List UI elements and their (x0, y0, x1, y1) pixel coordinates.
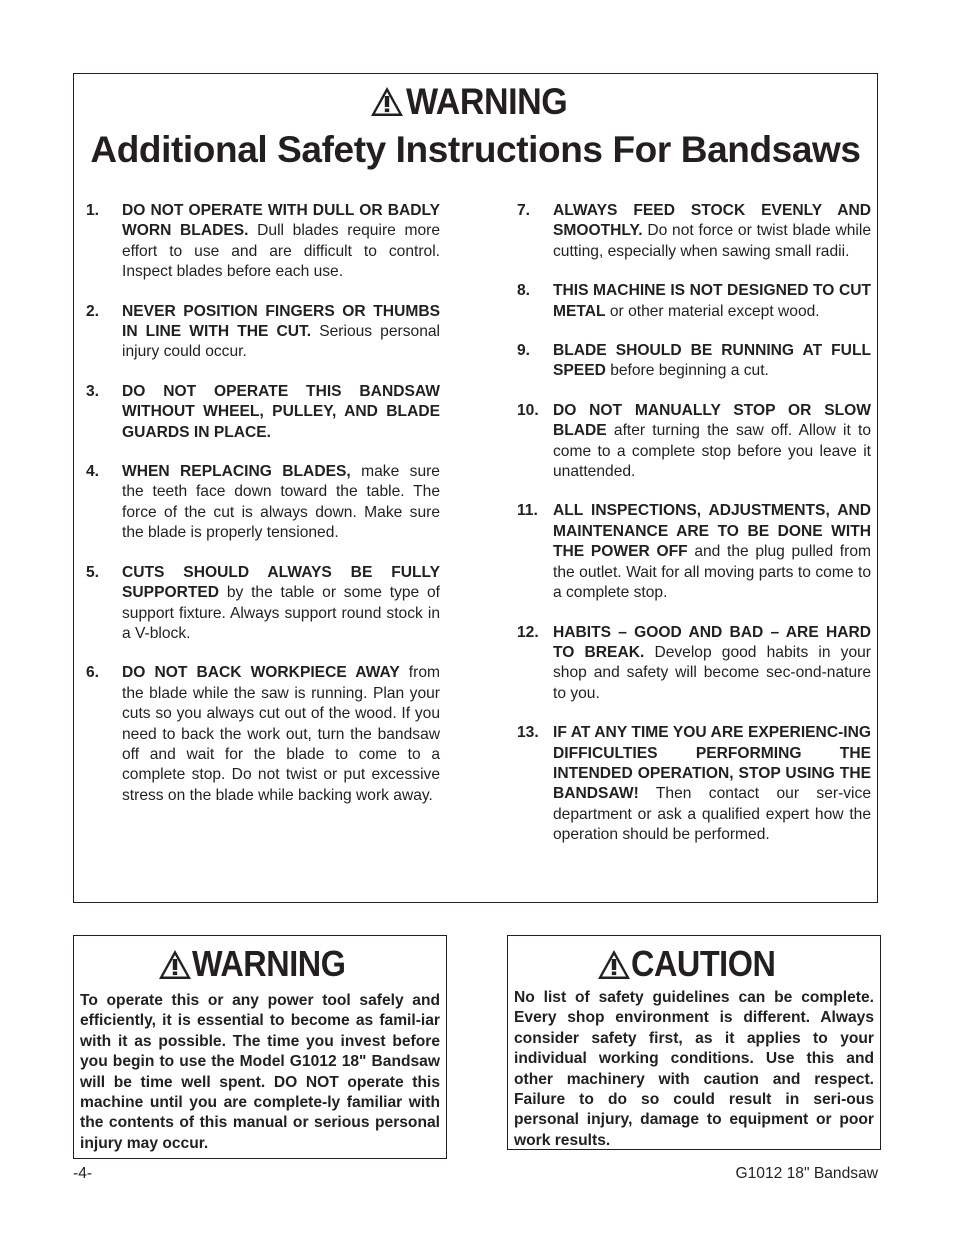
instruction-number: 2. (86, 302, 100, 320)
instruction-emphasis: THIS MACHINE IS NOT DESIGNED TO CUT METAL (553, 282, 871, 320)
warning-box (73, 935, 447, 1159)
instruction-number: 4. (86, 463, 100, 481)
warning-word: WARNING (405, 81, 568, 122)
instruction-emphasis: DO NOT OPERATE THIS BANDSAW WITHOUT WHEEL, PULLEY, AND BLADE GUARDS IN PLACE. (122, 382, 440, 441)
instruction-emphasis: CUTS SHOULD ALWAYS BE FULLY SUPPORTED (122, 563, 440, 602)
instruction-detail: after turning the saw off. Allow it to come to a complete stop before you leave it unattended. (553, 422, 871, 481)
instruction-text (122, 563, 440, 645)
instruction-text (553, 401, 871, 483)
safety-instructions-panel (73, 73, 878, 903)
instruction-item (86, 462, 440, 544)
page-title: Additional Safety Instructions For Bandsaws (90, 129, 861, 170)
page-number: -4- (73, 1165, 93, 1182)
instruction-item (517, 341, 871, 382)
right-column (517, 201, 871, 865)
instruction-text (553, 281, 871, 322)
instruction-number: 1. (86, 202, 100, 219)
caution-box-header (508, 942, 880, 986)
instruction-emphasis: ALWAYS FEED STOCK EVENLY AND SMOOTHLY. (553, 202, 871, 240)
instruction-emphasis: NEVER POSITION FINGERS OR THUMBS IN LINE WITH THE CUT. (122, 302, 440, 341)
instruction-number: 10. (517, 401, 539, 419)
instruction-number: 6. (86, 664, 100, 682)
instruction-number: 13. (517, 724, 539, 742)
caution-box-word: CAUTION (630, 943, 776, 984)
instruction-detail: Serious personal injury could occur. (122, 323, 440, 361)
warning-box-header (74, 942, 446, 986)
instruction-emphasis: WHEN REPLACING BLADES, (122, 463, 351, 481)
instruction-number: 11. (517, 502, 538, 520)
instruction-detail: from the blade while the saw is running. Plan your cuts so you always cut out of the wood. If you need to back the work out, turn the bandsaw off and wait for the blade to come to a complete stop. Do not twist or put excessive stress on the blade while backing work away. (122, 664, 440, 804)
instruction-emphasis: BLADE SHOULD BE RUNNING AT FULL SPEED (553, 342, 871, 380)
instruction-text (122, 382, 440, 443)
instruction-text (553, 723, 871, 845)
instruction-number: 8. (517, 282, 531, 300)
instruction-item (86, 302, 440, 363)
instruction-number: 3. (86, 382, 100, 400)
model-name: G1012 18" Bandsaw (735, 1165, 878, 1182)
instruction-detail: make sure the teeth face down toward the table. The force of the cut is always down. Make sure the blade is properly tensioned. (122, 463, 440, 542)
warning-triangle-icon (158, 949, 192, 980)
instruction-item (517, 401, 871, 483)
instruction-number: 12. (517, 623, 539, 641)
instruction-emphasis: DO NOT OPERATE WITH DULL OR BADLY WORN BLADES. (122, 202, 440, 240)
warning-header (74, 83, 877, 120)
caution-box (507, 935, 881, 1150)
instruction-text (122, 302, 440, 363)
instruction-detail: Dull blades require more effort to use and are difficult to control. Inspect blades before each use. (122, 222, 440, 281)
warning-triangle-icon (370, 86, 404, 117)
instruction-text (553, 501, 871, 603)
warning-triangle-icon (597, 949, 631, 980)
instruction-text (553, 623, 871, 705)
instruction-emphasis: DO NOT MANUALLY STOP OR SLOW BLADE (553, 401, 871, 440)
instruction-item (517, 501, 871, 603)
caution-box-body: No list of safety guidelines can be complete. Every shop environment is different. Always consider safety first, as it applies to your individual working conditions. Use this and other machinery with caution and respect. Failure to do so could result in seri-ous personal injury, damage to equipment or poor work results. (514, 989, 874, 1149)
instruction-text (553, 341, 871, 382)
instruction-emphasis: IF AT ANY TIME YOU ARE EXPERIENC-ING DIFFICULTIES PERFORMING THE INTENDED OPERATION, STOP USING THE BANDSAW! (553, 724, 871, 803)
warning-box-body: To operate this or any power tool safely and efficiently, it is essential to become as famil-iar with it as possible. The time you invest before you begin to use the Model G1012 18" Bandsaw will be time well spent. DO NOT operate this machine until you are complete-ly familiar with the contents of this manual or serious personal injury may occur. (80, 992, 440, 1152)
instruction-text (122, 663, 440, 806)
instruction-number: 7. (517, 202, 531, 219)
instruction-detail: before beginning a cut. (605, 362, 769, 380)
instruction-detail: or other material except wood. (605, 302, 820, 320)
instruction-item (86, 663, 440, 806)
instruction-text (122, 462, 440, 544)
instruction-number: 9. (517, 342, 531, 360)
instruction-text (553, 201, 871, 262)
instruction-detail: Do not force or twist blade while cutting, especially when sawing small radii. (553, 222, 871, 260)
instruction-item (86, 563, 440, 645)
instruction-item (517, 281, 871, 322)
instruction-number: 5. (86, 563, 100, 581)
instruction-item (517, 201, 871, 262)
instruction-item (517, 623, 871, 705)
instruction-item (86, 201, 440, 283)
instruction-detail: Then contact our ser-vice department or ask a qualified expert how the operation should be performed. (553, 785, 871, 844)
instruction-detail: Develop good habits in your shop and safety will become sec-ond-nature to you. (553, 643, 871, 702)
left-column (86, 201, 440, 825)
instruction-text (122, 201, 440, 283)
warning-box-word: WARNING (191, 943, 346, 984)
instruction-detail: by the table or some type of support fixture. Always support round stock in a V-block. (122, 584, 440, 642)
instruction-item (517, 723, 871, 845)
instruction-emphasis: ALL INSPECTIONS, ADJUSTMENTS, AND MAINTENANCE ARE TO BE DONE WITH THE POWER OFF (553, 502, 871, 561)
instruction-emphasis: DO NOT BACK WORKPIECE AWAY (122, 664, 400, 682)
instruction-item (86, 382, 440, 443)
instruction-detail: and the plug pulled from the outlet. Wait for all moving parts to come to a complete stop. (553, 543, 871, 602)
instruction-emphasis: HABITS – GOOD AND BAD – ARE HARD TO BREAK. (553, 623, 871, 661)
